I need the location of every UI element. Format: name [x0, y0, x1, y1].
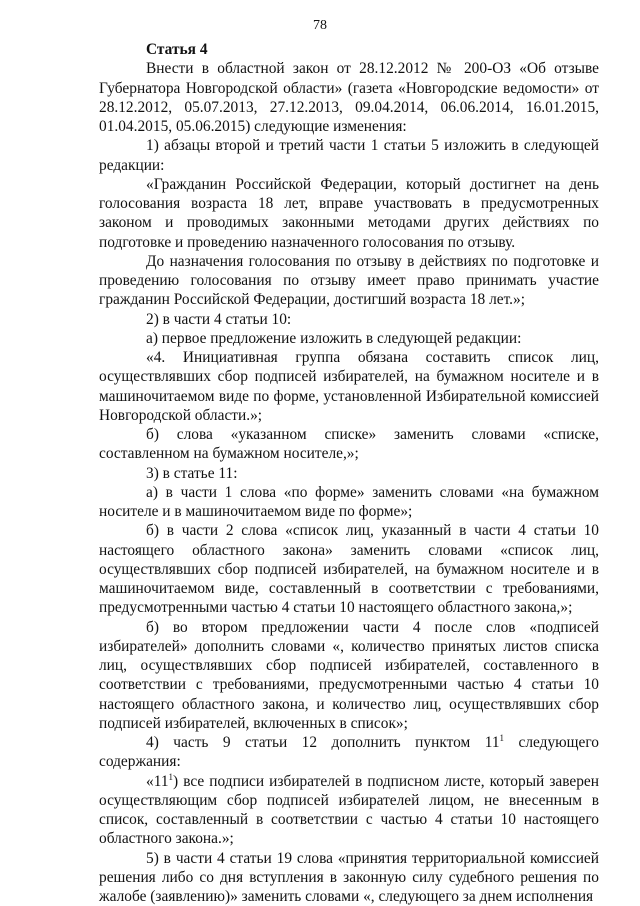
quoted-paragraph: «Гражданин Российской Федерации, который достигнет на день голосования возраста 18 лет, вправе участвовать в предусмотренных законом и проводимых законными методами других действиях по подготовке и проведению назначенного голосования по отзыву.	[99, 175, 599, 252]
text-segment: ) все подписи избирателей в подписном листе, который заверен осуществляющим сбор подписей избирателей лицом, не внесенным в список, составленный в соответствии с частью 4 статьи 10 настоящего областного закона.»;	[99, 773, 599, 848]
document-body	[99, 36, 599, 906]
amendment-5: 5) в части 4 статьи 19 слова «принятия территориальной комиссией решения либо со дня вступления в законную силу судебного решения по жалобе (заявлению)» заменить словами «, следующего за днем исполнения	[99, 849, 599, 906]
quoted-paragraph: «4. Инициативная группа обязана составить список лиц, осуществлявших сбор подписей избирателей, на бумажном носителе и в машиночитаемом виде по форме, установленной Избирательной комиссией Новгородской области.»;	[99, 348, 599, 425]
quoted-paragraph	[99, 772, 599, 849]
intro-paragraph: Внести в областной закон от 28.12.2012 № 200-ОЗ «Об отзыве Губернатора Новгородской области» (газета «Новгородские ведомости» от 28.12.2012, 05.07.2013, 27.12.2013, 09.04.2014, 06.06.2014, 16.01.2015, 01.04.2015, 05.06.2015) следующие изменения:	[99, 59, 599, 136]
page-number: 78	[0, 18, 640, 34]
sub-item: б) в части 2 слова «список лиц, указанный в части 4 статьи 10 настоящего областного закона» заменить словами «список лиц, осуществлявших сбор подписей избирателей, на бумажном носителе и в машиночитаемом виде, составленный в соответствии с требованиями, предусмотренными частью 4 статьи 10 настоящего областного закона,»;	[99, 521, 599, 617]
sub-item: б) во втором предложении части 4 после слов «подписей избирателей» дополнить словами «, количество принятых листов списка лиц, осуществлявших сбор подписей избирателей, составленного в соответствии с требованиями, предусмотренными частью 4 статьи 10 настоящего областного закона, и количество лиц, осуществлявших сбор подписей избирателей, включенных в список»;	[99, 618, 599, 734]
sub-item: а) первое предложение изложить в следующей редакции:	[99, 329, 599, 348]
sub-item: б) слова «указанном списке» заменить словами «списке, составленном на бумажном носителе,»;	[99, 425, 599, 464]
superscript: 1	[169, 771, 174, 781]
amendment-1: 1) абзацы второй и третий части 1 статьи 5 изложить в следующей редакции:	[99, 136, 599, 175]
sub-item: а) в части 1 слова «по форме» заменить словами «на бумажном носителе и в машиночитаемом виде по форме»;	[99, 483, 599, 522]
amendment-3: 3) в статье 11:	[99, 464, 599, 483]
amendment-2: 2) в части 4 статьи 10:	[99, 310, 599, 329]
quoted-paragraph: До назначения голосования по отзыву в действиях по подготовке и проведению голосования по отзыву имеет право принимать участие гражданин Российской Федерации, достигший возраста 18 лет.»;	[99, 252, 599, 310]
superscript: 1	[500, 733, 505, 743]
text-segment: 4) часть 9 статьи 12 дополнить пунктом 11	[146, 734, 500, 751]
text-segment: следующего содержания:	[99, 734, 599, 770]
text-segment: «11	[146, 773, 169, 790]
article-heading: Статья 4	[99, 40, 599, 59]
amendment-4	[99, 733, 599, 772]
